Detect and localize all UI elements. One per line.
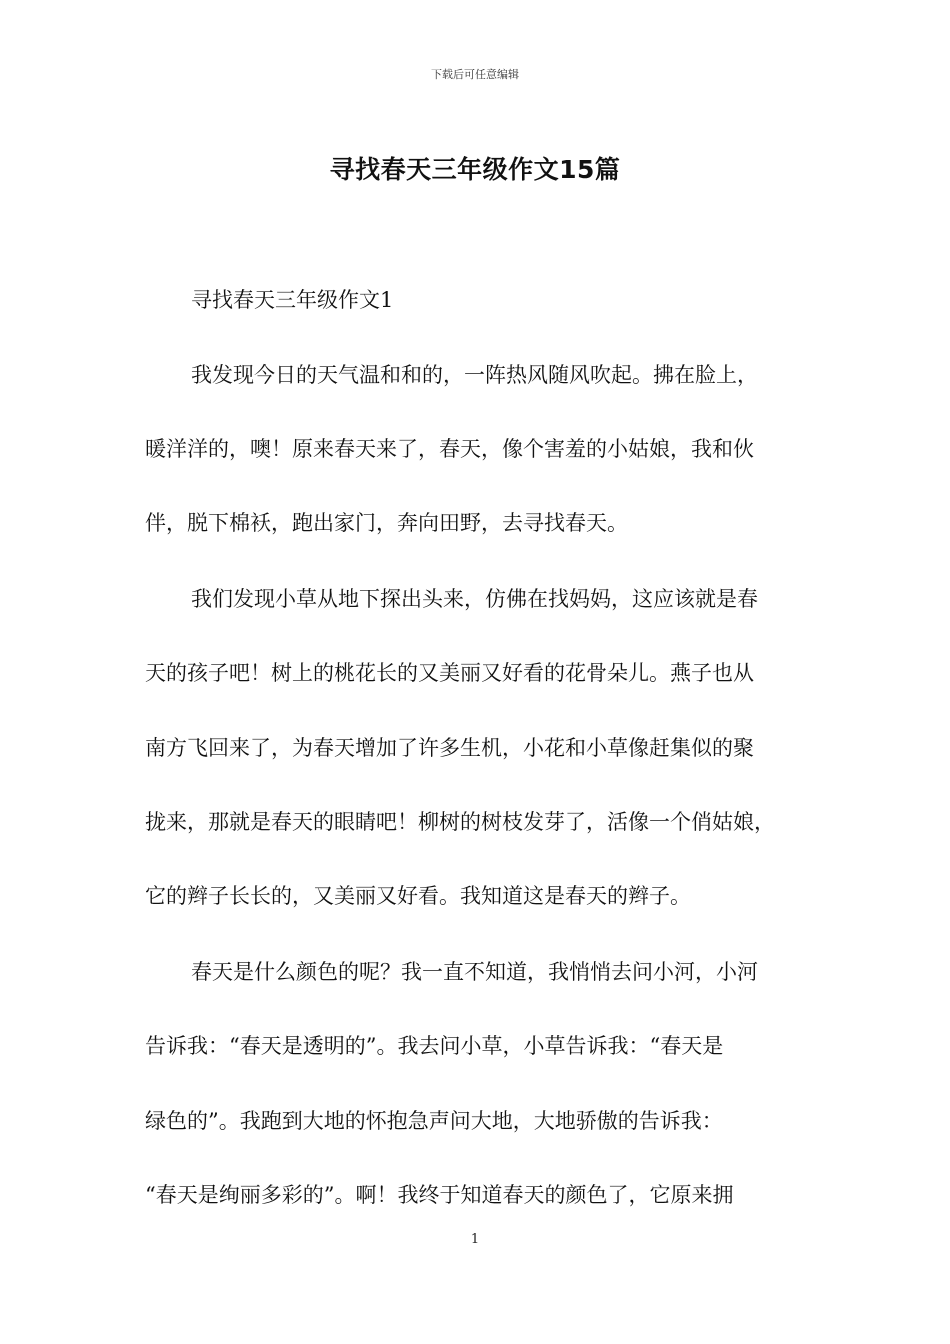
body-line: 南方飞回来了，为春天增加了许多生机，小花和小草像赶集似的聚 — [145, 736, 754, 760]
page-number: 1 — [470, 1232, 480, 1247]
document-title: 寻找春天三年级作文15篇 — [329, 155, 621, 184]
body-line: 拢来，那就是春天的眼睛吧！柳树的树枝发芽了，活像一个俏姑娘， — [145, 810, 775, 834]
body-line: 暖洋洋的，噢！原来春天来了，春天，像个害羞的小姑娘，我和伙 — [145, 437, 754, 461]
body-line: 我们发现小草从地下探出头来，仿佛在找妈妈，这应该就是春 — [191, 587, 758, 611]
section-heading: 寻找春天三年级作文1 — [191, 288, 394, 312]
body-line: “春天是绚丽多彩的”。啊！我终于知道春天的颜色了，它原来拥 — [145, 1183, 734, 1207]
body-line: 春天是什么颜色的呢？我一直不知道，我悄悄去问小河，小河 — [191, 960, 758, 984]
body-line: 绿色的”。我跑到大地的怀抱急声问大地，大地骄傲的告诉我： — [145, 1109, 723, 1133]
body-line: 天的孩子吧！树上的桃花长的又美丽又好看的花骨朵儿。燕子也从 — [145, 661, 754, 685]
body-line: 它的辫子长长的，又美丽又好看。我知道这是春天的辫子。 — [145, 884, 691, 908]
body-line: 伴，脱下棉袄，跑出家门，奔向田野，去寻找春天。 — [145, 511, 628, 535]
body-line: 告诉我：“春天是透明的”。我去问小草，小草告诉我：“春天是 — [145, 1034, 724, 1058]
body-line: 我发现今日的天气温和和的，一阵热风随风吹起。拂在脸上， — [191, 363, 758, 387]
header-note: 下载后可任意编辑 — [431, 68, 519, 81]
